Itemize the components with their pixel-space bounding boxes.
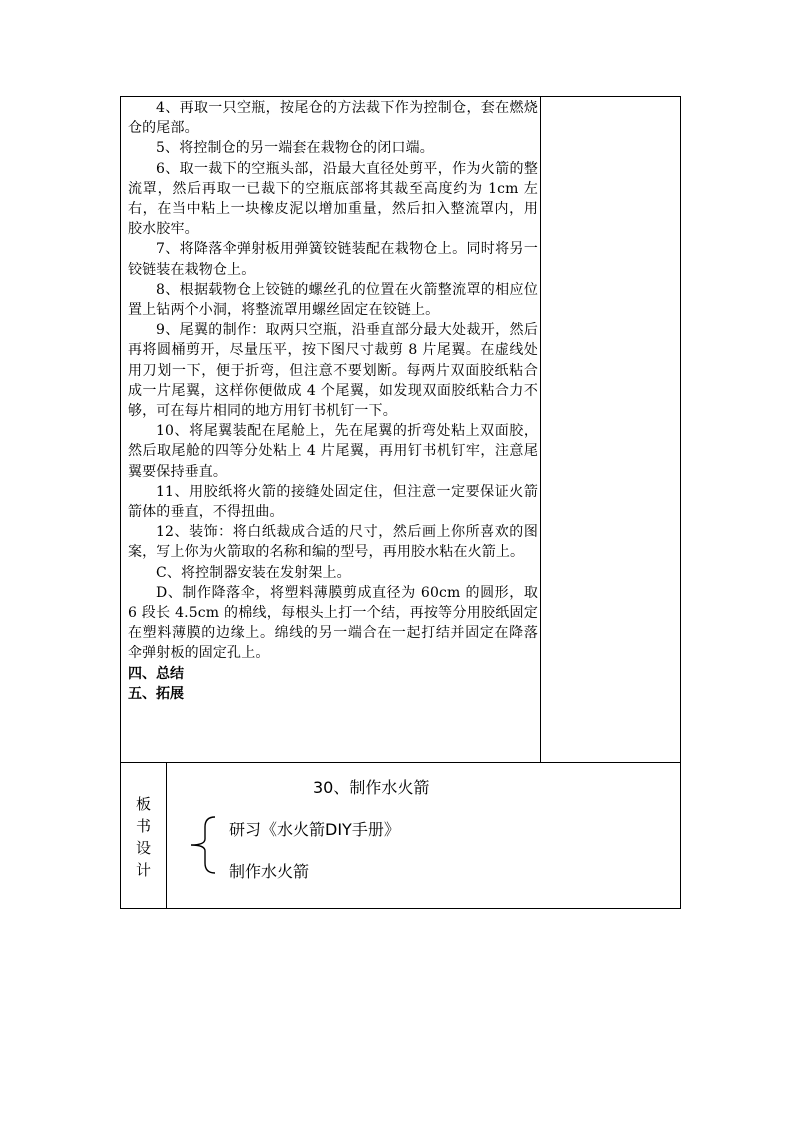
curly-brace-icon: [185, 815, 221, 875]
step-10: 10、将尾翼装配在尾舱上，先在尾翼的折弯处粘上双面胶，然后取尾舱的四等分处粘上 4 片尾翼，再用钉书机钉牢，注意尾翼要保持垂直。: [128, 423, 538, 480]
step-5: 5、将控制仓的另一端套在栽物仓的闭口端。: [156, 140, 434, 157]
column-divider: [540, 97, 541, 762]
step-7: 7、将降落伞弹射板用弹簧铰链装配在栽物仓上。同时将另一铰链装在栽物仓上。: [128, 241, 538, 278]
label-char: 书: [135, 817, 151, 835]
step-d: D、制作降落伞，将塑料薄膜剪成直径为 60cm 的圆形，取 6 段长 4.5cm 的棉线，每根头上打一个结，再按等分用胶纸固定在塑料薄膜的边缘上。绵线的另一端合在一起打结并固定在降落伞弹射板的固定孔上。: [128, 584, 538, 662]
step-8: 8、根据载物仓上铰链的螺丝孔的位置在火箭整流罩的相应位置上钻两个小洞，将整流罩用螺丝固定在铰链上。: [128, 281, 538, 319]
label-divider: [166, 763, 167, 908]
board-line-2: 制作水火箭: [229, 862, 310, 881]
step-6: 6、取一裁下的空瓶头部，沿最大直径处剪平，作为火箭的整流罩，然后再取一已裁下的空瓶底部将其裁至高度约为 1cm 左右，在当中粘上一块橡皮泥以增加重量，然后扣入整流罩内，用胶水胶牢。: [128, 160, 538, 238]
step-9: 9、尾翼的制作：取两只空瓶，沿垂直部分最大处裁开，然后再将圆桶剪开，尽量压平，按下图尺寸裁剪 8 片尾翼。在虚线处用刀划一下，便于折弯，但注意不要划断。每两片双面胶纸粘合成一片尾翼，这样你便做成 4 个尾翼，如发现双面胶纸粘合力不够，可在每片相同的地方用钉书机钉一下。: [128, 322, 538, 420]
step-4: 4、再取一只空瓶，按尾仓的方法裁下作为控制仓，套在燃烧仓的尾部。: [128, 100, 538, 137]
label-char: 计: [135, 861, 151, 879]
heading-extension: 五、拓展: [128, 685, 184, 702]
label-char: 设: [135, 839, 151, 857]
step-11: 11、用胶纸将火箭的接缝处固定住，但注意一定要保证火箭箭体的垂直，不得扭曲。: [128, 483, 538, 521]
lesson-steps-cell: [120, 96, 681, 762]
board-line-1: 研习《水火箭DIY手册》: [229, 820, 400, 839]
steps-text-column: [128, 98, 538, 704]
board-title: 30、制作水火箭: [313, 778, 430, 797]
board-design-label: [121, 793, 166, 881]
heading-summary: 四、总结: [128, 665, 184, 682]
board-design-row: [120, 762, 681, 909]
label-char: 板: [135, 795, 151, 813]
step-12: 12、装饰：将白纸裁成合适的尺寸，然后画上你所喜欢的图案，写上你为火箭取的名称和编的型号，再用胶水粘在火箭上。: [128, 524, 538, 561]
step-c: C、将控制器安装在发射架上。: [156, 564, 351, 581]
